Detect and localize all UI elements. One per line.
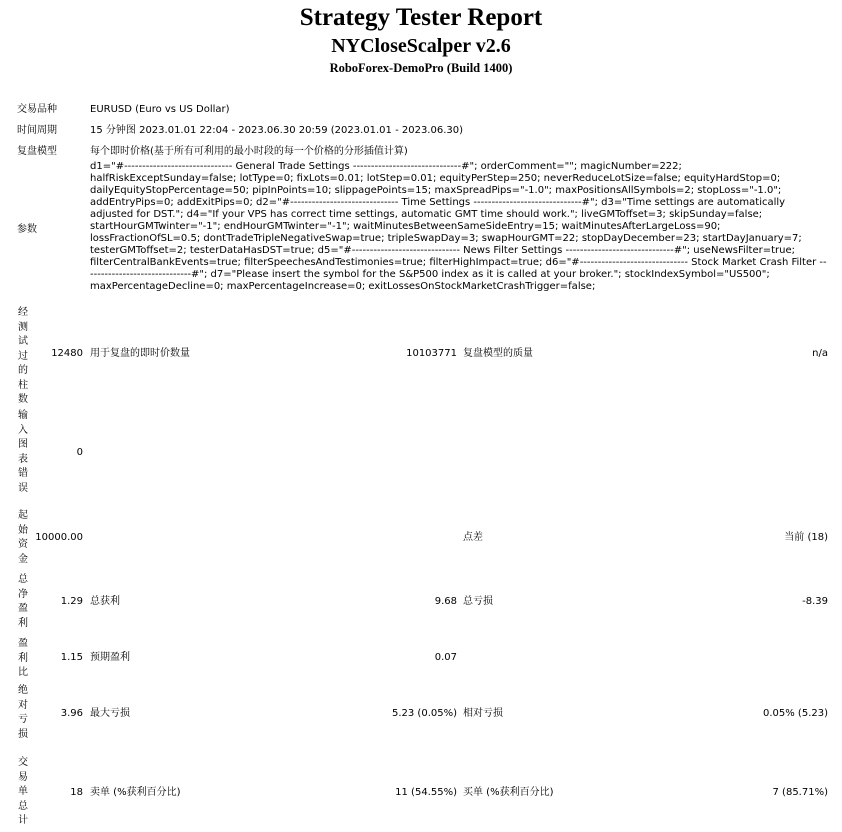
params-label: 参数 (17, 224, 37, 235)
errors-value: 0 (76, 447, 83, 458)
absdd-label: 绝对亏损 (18, 685, 28, 740)
model-value: 每个即时价格(基于所有可利用的最小时段的每一个价格的分形插值计算) (90, 146, 408, 157)
grossprofit-label: 总获利 (90, 596, 120, 607)
bars-value: 12480 (51, 348, 83, 359)
long-value: 7 (85.71%) (772, 787, 828, 798)
spread-label: 点差 (463, 532, 483, 543)
pf-value: 1.15 (60, 652, 83, 663)
symbol-label: 交易品种 (17, 104, 57, 115)
grossloss-label: 总亏损 (463, 596, 493, 607)
maxdd-value: 5.23 (0.05%) (391, 708, 457, 719)
trades-label: 交易单总计 (18, 757, 28, 826)
model-label: 复盘模型 (17, 146, 57, 157)
bars-label: 经测试过的柱数 (18, 307, 28, 405)
period-value: 15 分钟图 2023.01.01 22:04 - 2023.06.30 20:59 (2023.01.01 - 2023.06.30) (90, 125, 464, 136)
netprofit-label: 总净盈利 (18, 574, 28, 629)
quality-label: 复盘模型的质量 (463, 348, 533, 359)
expert-name: NYCloseScalper v2.6 (331, 35, 511, 57)
short-value: 11 (54.55%) (395, 787, 457, 798)
server-name: RoboForex-DemoPro (Build 1400) (329, 61, 513, 75)
period-label: 时间周期 (17, 125, 57, 136)
absdd-value: 3.96 (60, 708, 83, 719)
pf-label: 盈利比 (18, 638, 28, 678)
netprofit-value: 1.29 (60, 596, 83, 607)
params-value: d1="#------------------------------ General Trade Settings ------------------------------#"; orderComment=""; magicNumber=222; halfRiskExceptSunday=false; lotType=0; fixLots=0.01; lotStep=0.01; equityPerStep=250; neverReduceLotSize=false; equityHardStop=0; dailyEquityStopPercentage=50; pipInPoints=10; slippagePoints=15; maxSpreadPips="-1.0"; maxPositionsAllSymbols=2; stopLoss="-1.0"; addEntryPips=0; addExitPips=0; d2="#------------------------------ Time Settings ------------------------------#"; d3="Time settings are automatically adjusted for DST."; d4="If your VPS has correct time settings, automatic GMT time should work."; liveGMToffset=3; skipSunday=false; startHourGMTwinter="-1"; endHourGMTwinter="-1"; waitMinutesBetweenSameSideEntry=15; waitMinutesAfterLargeLoss=90; lossFractionOfSL=0.5; dontTradeTripleNegativeSwap=true; tripleSwapDay=3; swapHourGMT=22; stopDayDecember=23; startDayJanuary=7; testerGMToffset=2; testerDataHasDST=true; d5="#------------------------------ News Filter Settings ------------------------------#"; useNewsFilter=true; filterCentralBankEvents=true; filterSpeechesAndTestimonies=true; filterHighImpact=true; d6="#------------------------------ Stock Market Crash Filter ------------------------------#"; d7="Please insert the symbol for the S&P500 index as it is called at your broker."; stockIndexSymbol="US500"; maxPercentageDecline=0; maxPercentageIncrease=0; exitLossesOnStockMarketCrashTrigger=false; (90, 161, 827, 292)
long-label: 买单 (%获利百分比) (463, 787, 554, 798)
trades-value: 18 (70, 787, 83, 798)
ticks-label: 用于复盘的即时价数量 (90, 348, 190, 359)
deposit-label: 起始资金 (18, 510, 28, 565)
symbol-value: EURUSD (Euro vs US Dollar) (90, 104, 230, 115)
ticks-value: 10103771 (406, 348, 457, 359)
expected-value: 0.07 (434, 652, 457, 663)
reldd-value: 0.05% (5.23) (762, 708, 828, 719)
report-title: Strategy Tester Report (299, 4, 543, 31)
short-label: 卖单 (%获利百分比) (90, 787, 181, 798)
quality-value: n/a (812, 348, 828, 359)
deposit-value: 10000.00 (35, 532, 83, 543)
errors-label: 输入图表错误 (18, 410, 28, 494)
spread-value: 当前 (18) (784, 532, 828, 543)
expected-label: 预期盈利 (90, 652, 130, 663)
grossloss-value: -8.39 (802, 596, 828, 607)
report-header (0, 4, 842, 77)
reldd-label: 相对亏损 (463, 708, 503, 719)
maxdd-label: 最大亏损 (90, 708, 130, 719)
grossprofit-value: 9.68 (434, 596, 457, 607)
